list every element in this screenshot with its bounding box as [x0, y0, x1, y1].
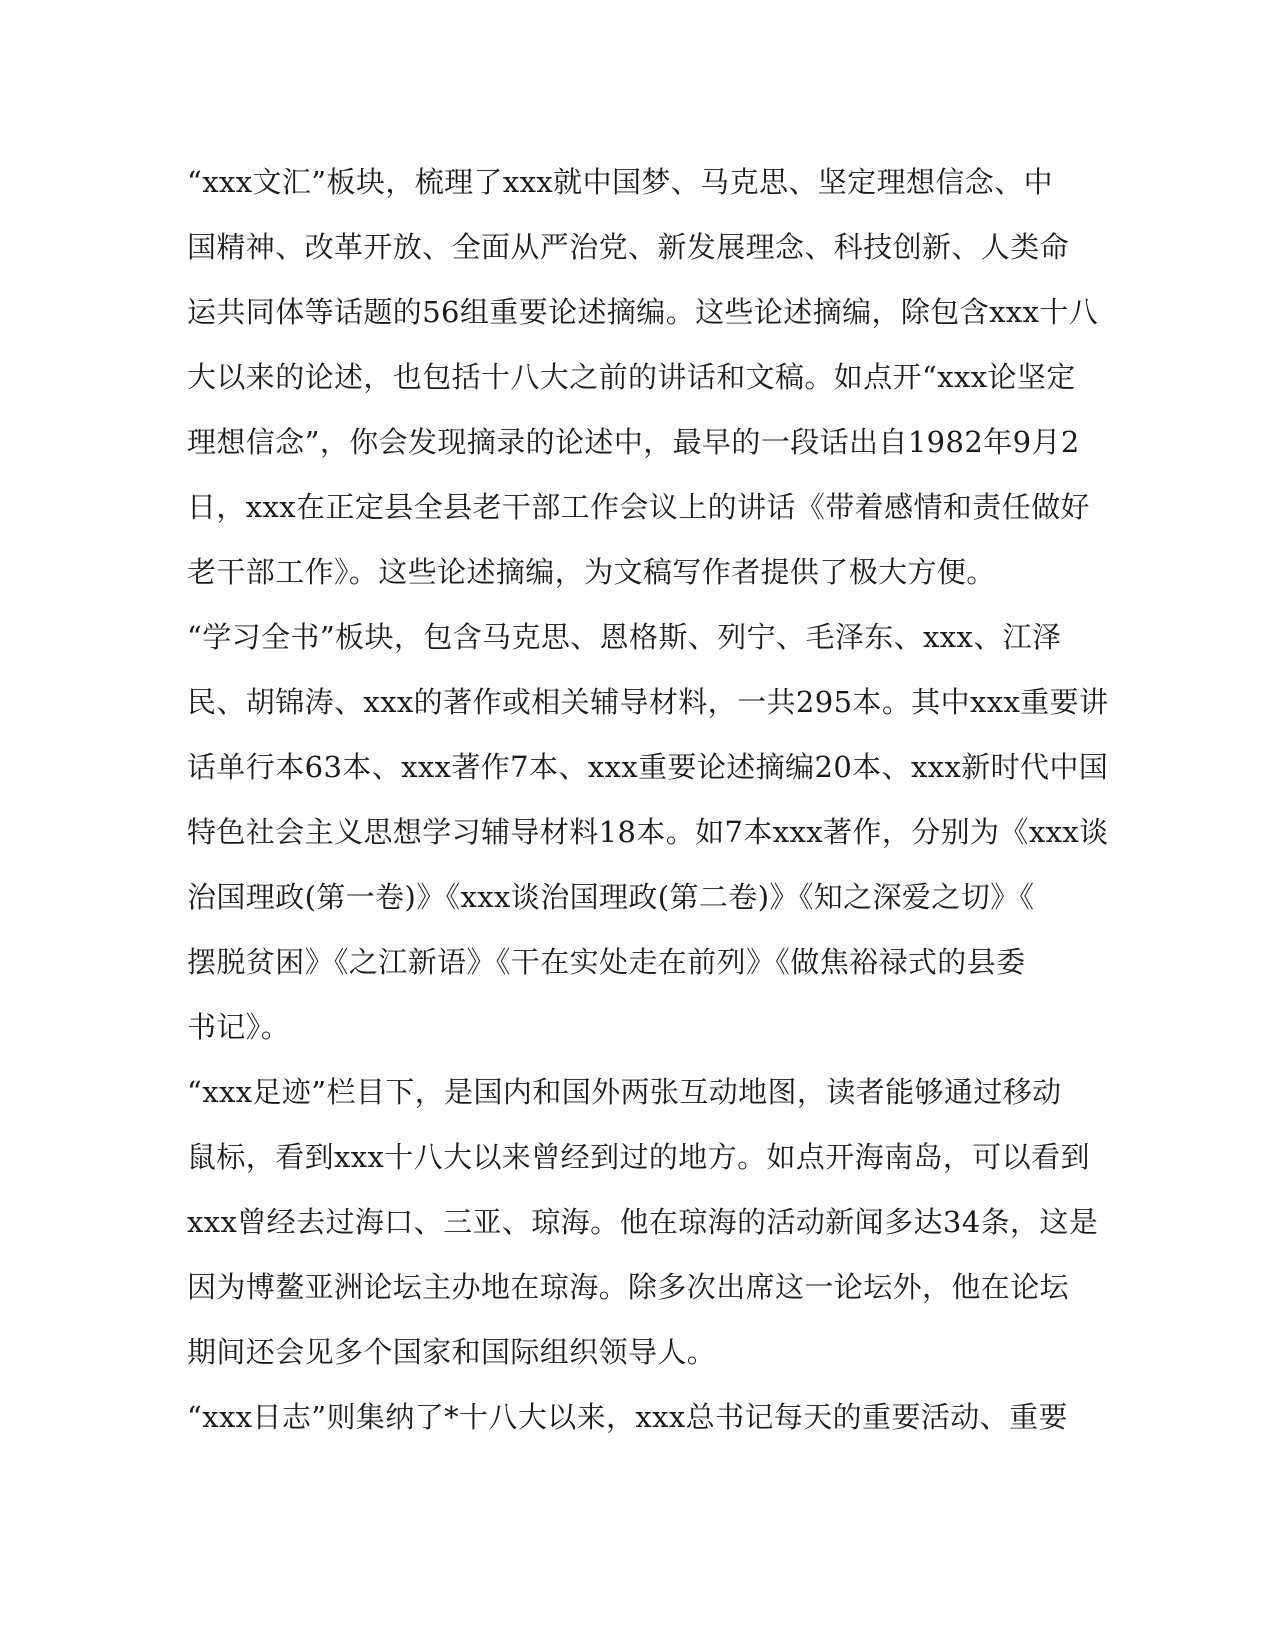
text-line: 特色社会主义思想学习辅导材料18本。如7本xxx著作，分别为《xxx谈 [187, 815, 1109, 849]
text-line: “学习全书”板块，包含马克思、恩格斯、列宁、毛泽东、xxx、江泽 [187, 620, 1062, 654]
text-line: 鼠标，看到xxx十八大以来曾经到过的地方。如点开海南岛，可以看到 [187, 1140, 1090, 1174]
text-line: 运共同体等话题的56组重要论述摘编。这些论述摘编，除包含xxx十八 [187, 295, 1099, 329]
text-line: xxx曾经去过海口、三亚、琼海。他在琼海的活动新闻多达34条，这是 [187, 1205, 1099, 1239]
document-body [187, 150, 1109, 1450]
paragraph-rizhi [187, 1385, 1087, 1450]
text-line: 大以来的论述，也包括十八大之前的讲话和文稿。如点开“xxx论坚定 [187, 360, 1076, 394]
text-line: 期间还会见多个国家和国际组织领导人。 [187, 1335, 717, 1369]
text-line: “xxx日志”则集纳了*十八大以来，xxx总书记每天的重要活动、重要 [187, 1400, 1068, 1434]
text-line: 老干部工作》。这些论述摘编，为文稿写作者提供了极大方便。 [187, 555, 996, 589]
text-line: “xxx文汇”板块，梳理了xxx就中国梦、马克思、坚定理想信念、中 [187, 165, 1053, 199]
text-line: 摆脱贫困》《之江新语》《干在实处走在前列》《做焦裕禄式的县委 [187, 945, 1026, 979]
text-line: 因为博鳌亚洲论坛主办地在琼海。除多次出席这一论坛外，他在论坛 [187, 1270, 1070, 1304]
paragraph-zuji [187, 1060, 1099, 1385]
paragraph-wenhui [187, 150, 1099, 605]
text-line: 话单行本63本、xxx著作7本、xxx重要论述摘编20本、xxx新时代中国 [187, 750, 1109, 784]
text-line: 民、胡锦涛、xxx的著作或相关辅导材料，一共295本。其中xxx重要讲 [187, 685, 1109, 719]
text-line: 日，xxx在正定县全县老干部工作会议上的讲话《带着感情和责任做好 [187, 490, 1090, 524]
paragraph-xuexi-quanshu [187, 605, 1109, 1060]
text-line: 理想信念”，你会发现摘录的论述中，最早的一段话出自1982年9月2 [187, 425, 1080, 459]
text-line: 治国理政(第一卷)》《xxx谈治国理政(第二卷)》《知之深爱之切》《 [187, 880, 1035, 914]
text-line: 书记》。 [187, 1010, 291, 1044]
text-line: 国精神、改革开放、全面从严治党、新发展理念、科技创新、人类命 [187, 230, 1070, 264]
text-line: “xxx足迹”栏目下，是国内和国外两张互动地图，读者能够通过移动 [187, 1075, 1062, 1109]
